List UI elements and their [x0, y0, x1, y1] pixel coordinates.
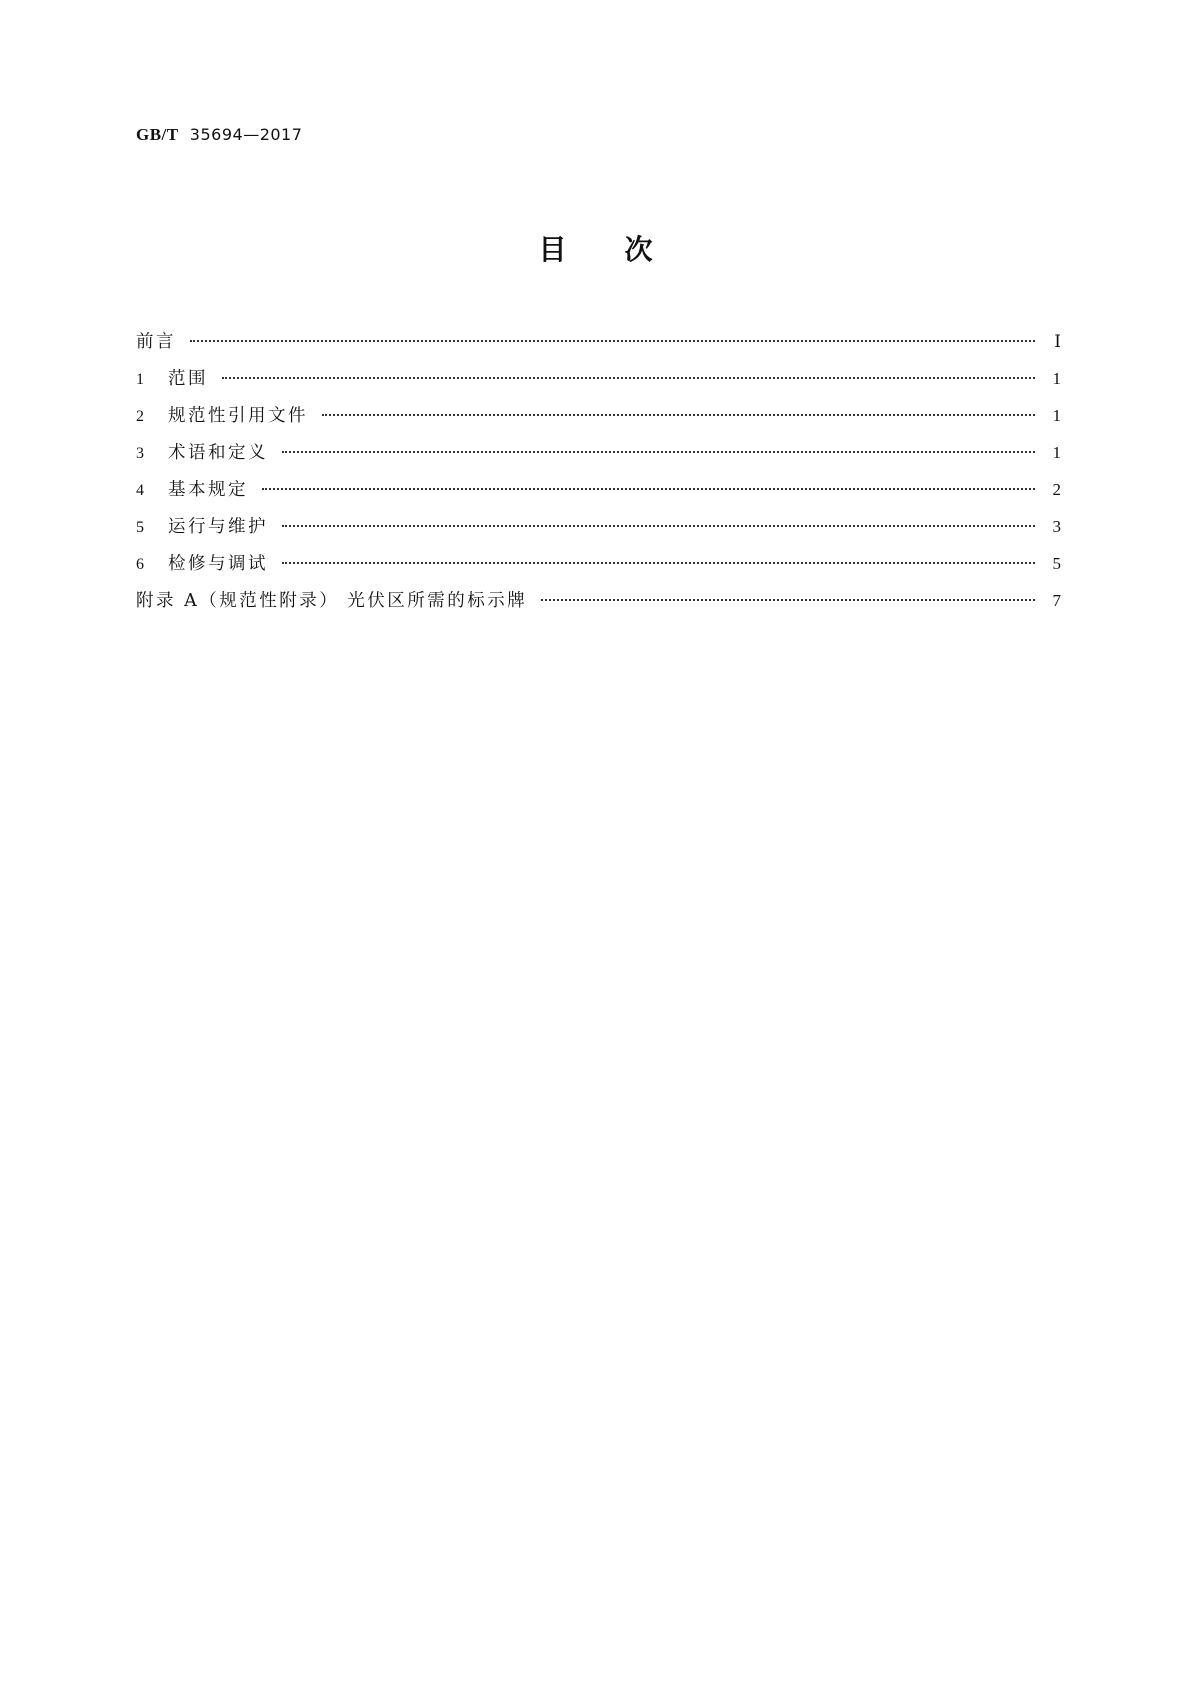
toc-entry-page: 3	[1052, 517, 1061, 536]
toc-entry-label	[136, 328, 176, 353]
toc-entry-page: 5	[1052, 554, 1061, 573]
page-title: 目次	[538, 233, 711, 266]
toc-entry-title: 附录 A（规范性附录） 光伏区所需的标示牌	[136, 591, 528, 611]
toc-entry-page: 2	[1052, 480, 1061, 499]
toc-entry-appendix-a[interactable]	[136, 587, 1061, 624]
toc-entry-normative-references[interactable]	[136, 402, 1061, 439]
toc-entry-page: Ⅰ	[1054, 332, 1061, 351]
toc-entry-title: 规范性引用文件	[168, 406, 308, 426]
toc-entry-page: 1	[1052, 406, 1061, 425]
toc-entry-foreword[interactable]	[136, 328, 1061, 365]
toc-entry-title: 前言	[136, 332, 176, 352]
table-of-contents	[136, 328, 1061, 624]
toc-entry-page: 1	[1052, 443, 1061, 462]
toc-entry-label	[136, 587, 527, 612]
dot-leader	[262, 488, 1035, 490]
dot-leader	[322, 414, 1035, 416]
toc-entry-label	[136, 439, 268, 464]
toc-entry-title: 术语和定义	[168, 443, 268, 463]
toc-entry-basic-provisions[interactable]	[136, 476, 1061, 513]
standard-code: GB/T	[136, 125, 179, 144]
toc-entry-title: 检修与调试	[168, 554, 268, 574]
toc-entry-terms-definitions[interactable]	[136, 439, 1061, 476]
dot-leader	[282, 562, 1035, 564]
toc-entry-number: 4	[136, 482, 144, 499]
toc-entry-number: 5	[136, 519, 144, 536]
standard-number: 35694—2017	[189, 125, 303, 144]
toc-entry-number: 3	[136, 445, 144, 462]
toc-entry-number: 2	[136, 408, 144, 425]
toc-entry-label	[136, 550, 268, 575]
dot-leader	[282, 451, 1035, 453]
document-header	[136, 125, 302, 145]
toc-entry-operation-maintenance[interactable]	[136, 513, 1061, 550]
dot-leader	[190, 340, 1035, 342]
toc-entry-number: 6	[136, 556, 144, 573]
toc-entry-number: 1	[136, 371, 144, 388]
toc-entry-repair-commissioning[interactable]	[136, 550, 1061, 587]
toc-entry-title: 范围	[168, 369, 208, 389]
toc-entry-page: 1	[1052, 369, 1061, 388]
toc-entry-label	[136, 476, 248, 501]
toc-entry-label	[136, 513, 268, 538]
toc-entry-label	[136, 365, 208, 390]
toc-entry-title: 基本规定	[168, 480, 248, 500]
toc-entry-page: 7	[1052, 591, 1061, 610]
dot-leader	[222, 377, 1035, 379]
dot-leader	[282, 525, 1035, 527]
toc-entry-title: 运行与维护	[168, 517, 268, 537]
toc-entry-scope[interactable]	[136, 365, 1061, 402]
dot-leader	[541, 599, 1035, 601]
toc-entry-label	[136, 402, 308, 427]
